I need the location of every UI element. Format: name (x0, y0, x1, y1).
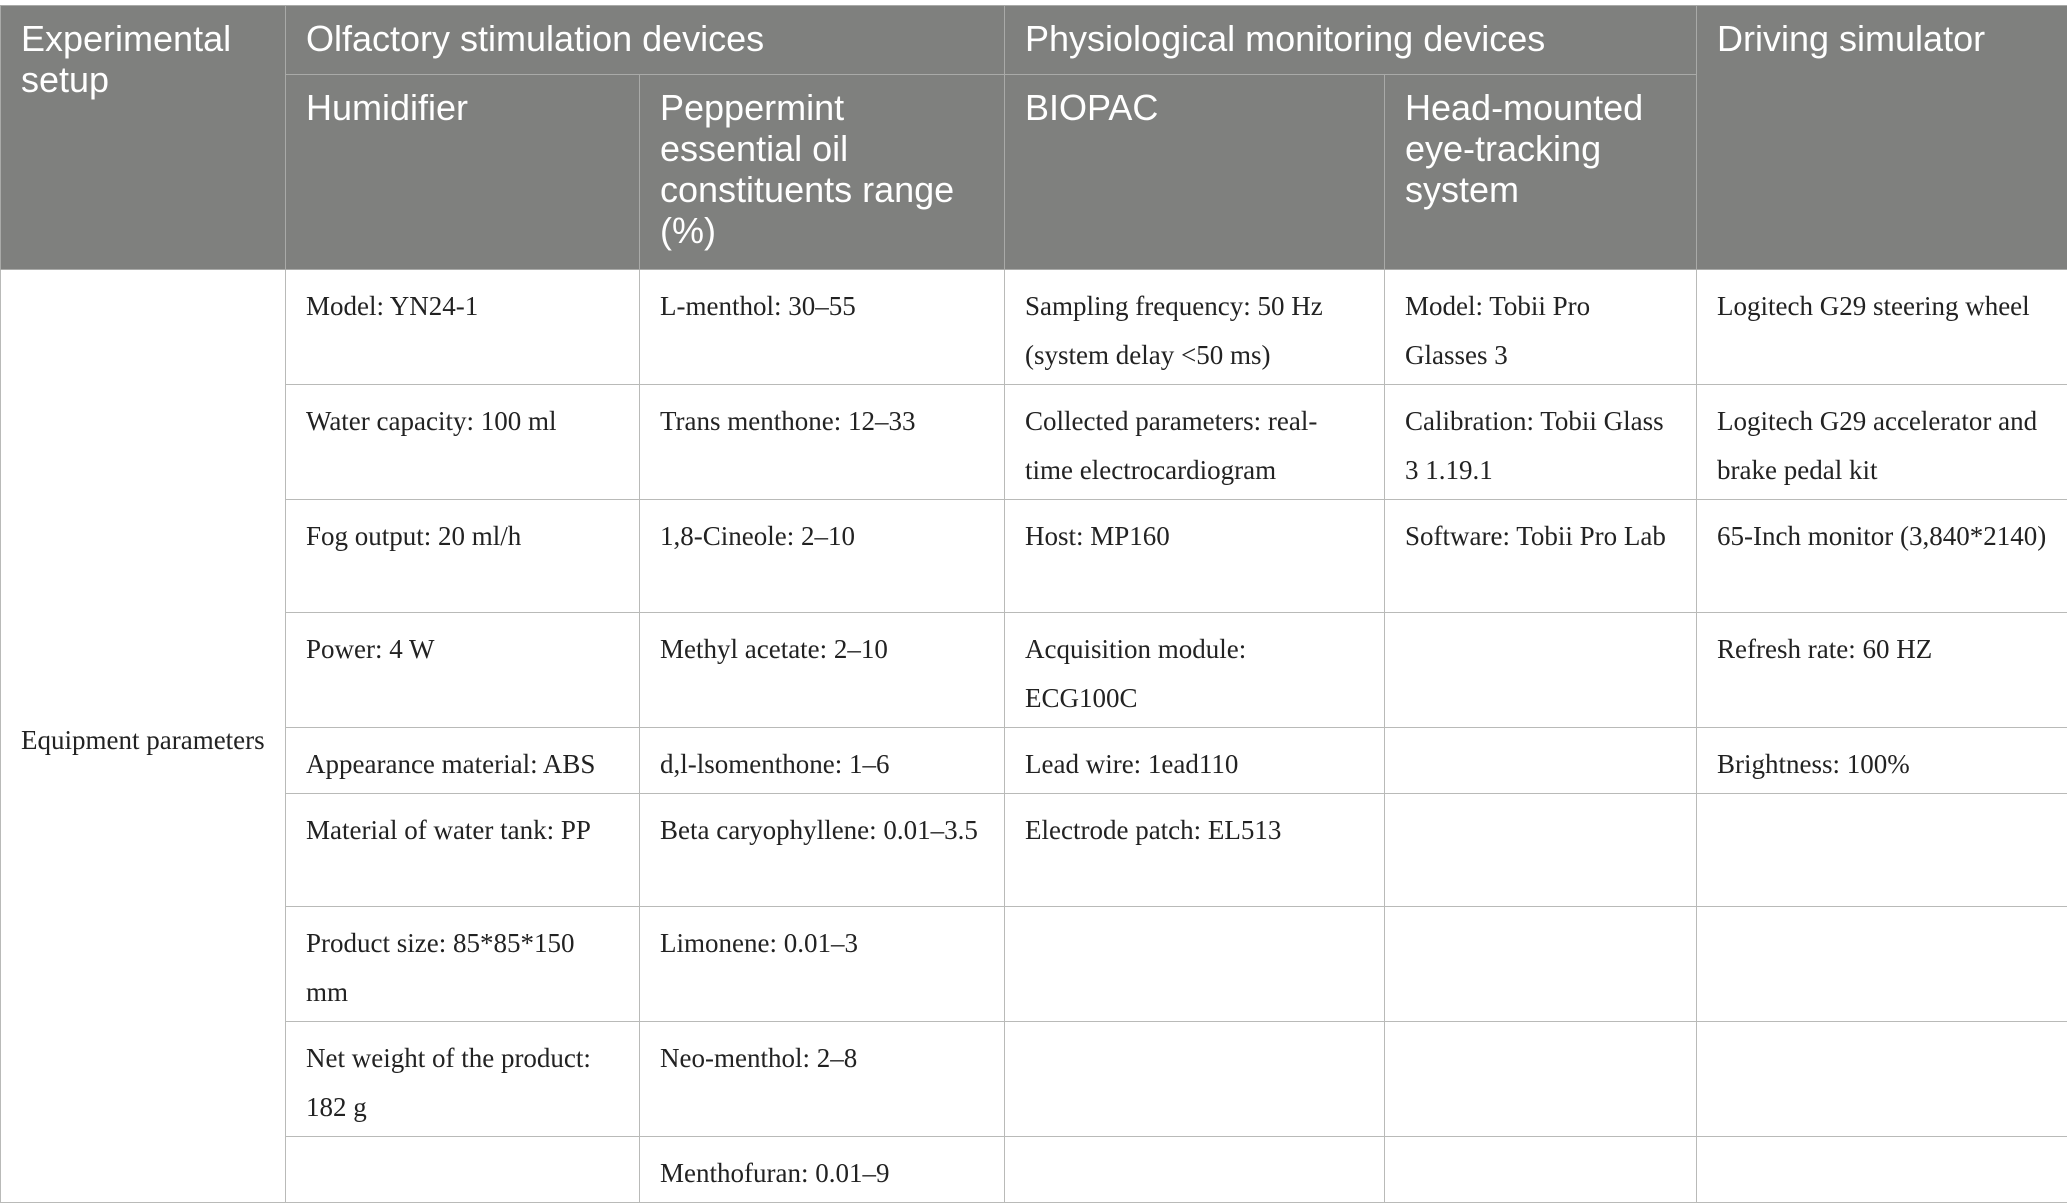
cell-eye-tracking (1385, 794, 1697, 907)
cell-eye-tracking (1385, 1022, 1697, 1137)
cell-eye-tracking: Model: Tobii Pro Glasses 3 (1385, 270, 1697, 385)
cell-biopac (1005, 1022, 1385, 1137)
cell-eye-tracking: Software: Tobii Pro Lab (1385, 500, 1697, 613)
row-label-equipment-parameters: Equipment parameters (1, 270, 286, 1203)
cell-eye-tracking: Calibration: Tobii Glass 3 1.19.1 (1385, 385, 1697, 500)
cell-humidifier: Power: 4 W (286, 613, 640, 728)
cell-biopac: Acquisition module: ECG100C (1005, 613, 1385, 728)
cell-eye-tracking (1385, 907, 1697, 1022)
table-row (1, 794, 2067, 907)
header-biopac: BIOPAC (1005, 75, 1385, 270)
cell-humidifier: Water capacity: 100 ml (286, 385, 640, 500)
cell-peppermint: L-menthol: 30–55 (640, 270, 1005, 385)
header-driving-simulator: Driving simulator (1697, 6, 2067, 270)
cell-driving-simulator (1697, 907, 2067, 1022)
header-physiological-devices: Physiological monitoring devices (1005, 6, 1697, 75)
table-body (1, 270, 2067, 1203)
table-row (1, 613, 2067, 728)
cell-humidifier: Model: YN24-1 (286, 270, 640, 385)
table-row (1, 728, 2067, 794)
cell-peppermint: Methyl acetate: 2–10 (640, 613, 1005, 728)
cell-driving-simulator: Logitech G29 steering wheel (1697, 270, 2067, 385)
cell-eye-tracking (1385, 728, 1697, 794)
cell-biopac: Collected parameters: real-time electrocardiogram (1005, 385, 1385, 500)
cell-peppermint: Beta caryophyllene: 0.01–3.5 (640, 794, 1005, 907)
cell-peppermint: Neo-menthol: 2–8 (640, 1022, 1005, 1137)
table-row (1, 1137, 2067, 1203)
header-experimental-setup: Experimental setup (1, 6, 286, 270)
table-row (1, 385, 2067, 500)
cell-peppermint: Trans menthone: 12–33 (640, 385, 1005, 500)
cell-humidifier: Product size: 85*85*150 mm (286, 907, 640, 1022)
table-header (1, 6, 2067, 270)
cell-driving-simulator: Logitech G29 accelerator and brake pedal kit (1697, 385, 2067, 500)
cell-humidifier: Material of water tank: PP (286, 794, 640, 907)
table-row (1, 907, 2067, 1022)
cell-peppermint: Limonene: 0.01–3 (640, 907, 1005, 1022)
header-peppermint: Peppermint essential oil constituents range (%) (640, 75, 1005, 270)
cell-eye-tracking (1385, 613, 1697, 728)
cell-driving-simulator: Brightness: 100% (1697, 728, 2067, 794)
cell-biopac: Host: MP160 (1005, 500, 1385, 613)
header-humidifier: Humidifier (286, 75, 640, 270)
cell-driving-simulator (1697, 1137, 2067, 1203)
cell-driving-simulator (1697, 794, 2067, 907)
cell-peppermint: Menthofuran: 0.01–9 (640, 1137, 1005, 1203)
cell-eye-tracking (1385, 1137, 1697, 1203)
cell-biopac (1005, 1137, 1385, 1203)
cell-peppermint: 1,8-Cineole: 2–10 (640, 500, 1005, 613)
table-row (1, 270, 2067, 385)
header-eye-tracking: Head-mounted eye-tracking system (1385, 75, 1697, 270)
cell-humidifier: Appearance material: ABS (286, 728, 640, 794)
cell-driving-simulator: 65-Inch monitor (3,840*2140) (1697, 500, 2067, 613)
cell-peppermint: d,l-lsomenthone: 1–6 (640, 728, 1005, 794)
table-row (1, 500, 2067, 613)
equipment-table (0, 5, 2067, 1203)
table-row (1, 1022, 2067, 1137)
header-row-1 (1, 6, 2067, 75)
cell-biopac (1005, 907, 1385, 1022)
header-olfactory-devices: Olfactory stimulation devices (286, 6, 1005, 75)
cell-biopac: Lead wire: 1ead110 (1005, 728, 1385, 794)
cell-biopac: Electrode patch: EL513 (1005, 794, 1385, 907)
cell-biopac: Sampling frequency: 50 Hz (system delay <50 ms) (1005, 270, 1385, 385)
cell-driving-simulator (1697, 1022, 2067, 1137)
cell-humidifier (286, 1137, 640, 1203)
cell-humidifier: Net weight of the product: 182 g (286, 1022, 640, 1137)
cell-humidifier: Fog output: 20 ml/h (286, 500, 640, 613)
cell-driving-simulator: Refresh rate: 60 HZ (1697, 613, 2067, 728)
